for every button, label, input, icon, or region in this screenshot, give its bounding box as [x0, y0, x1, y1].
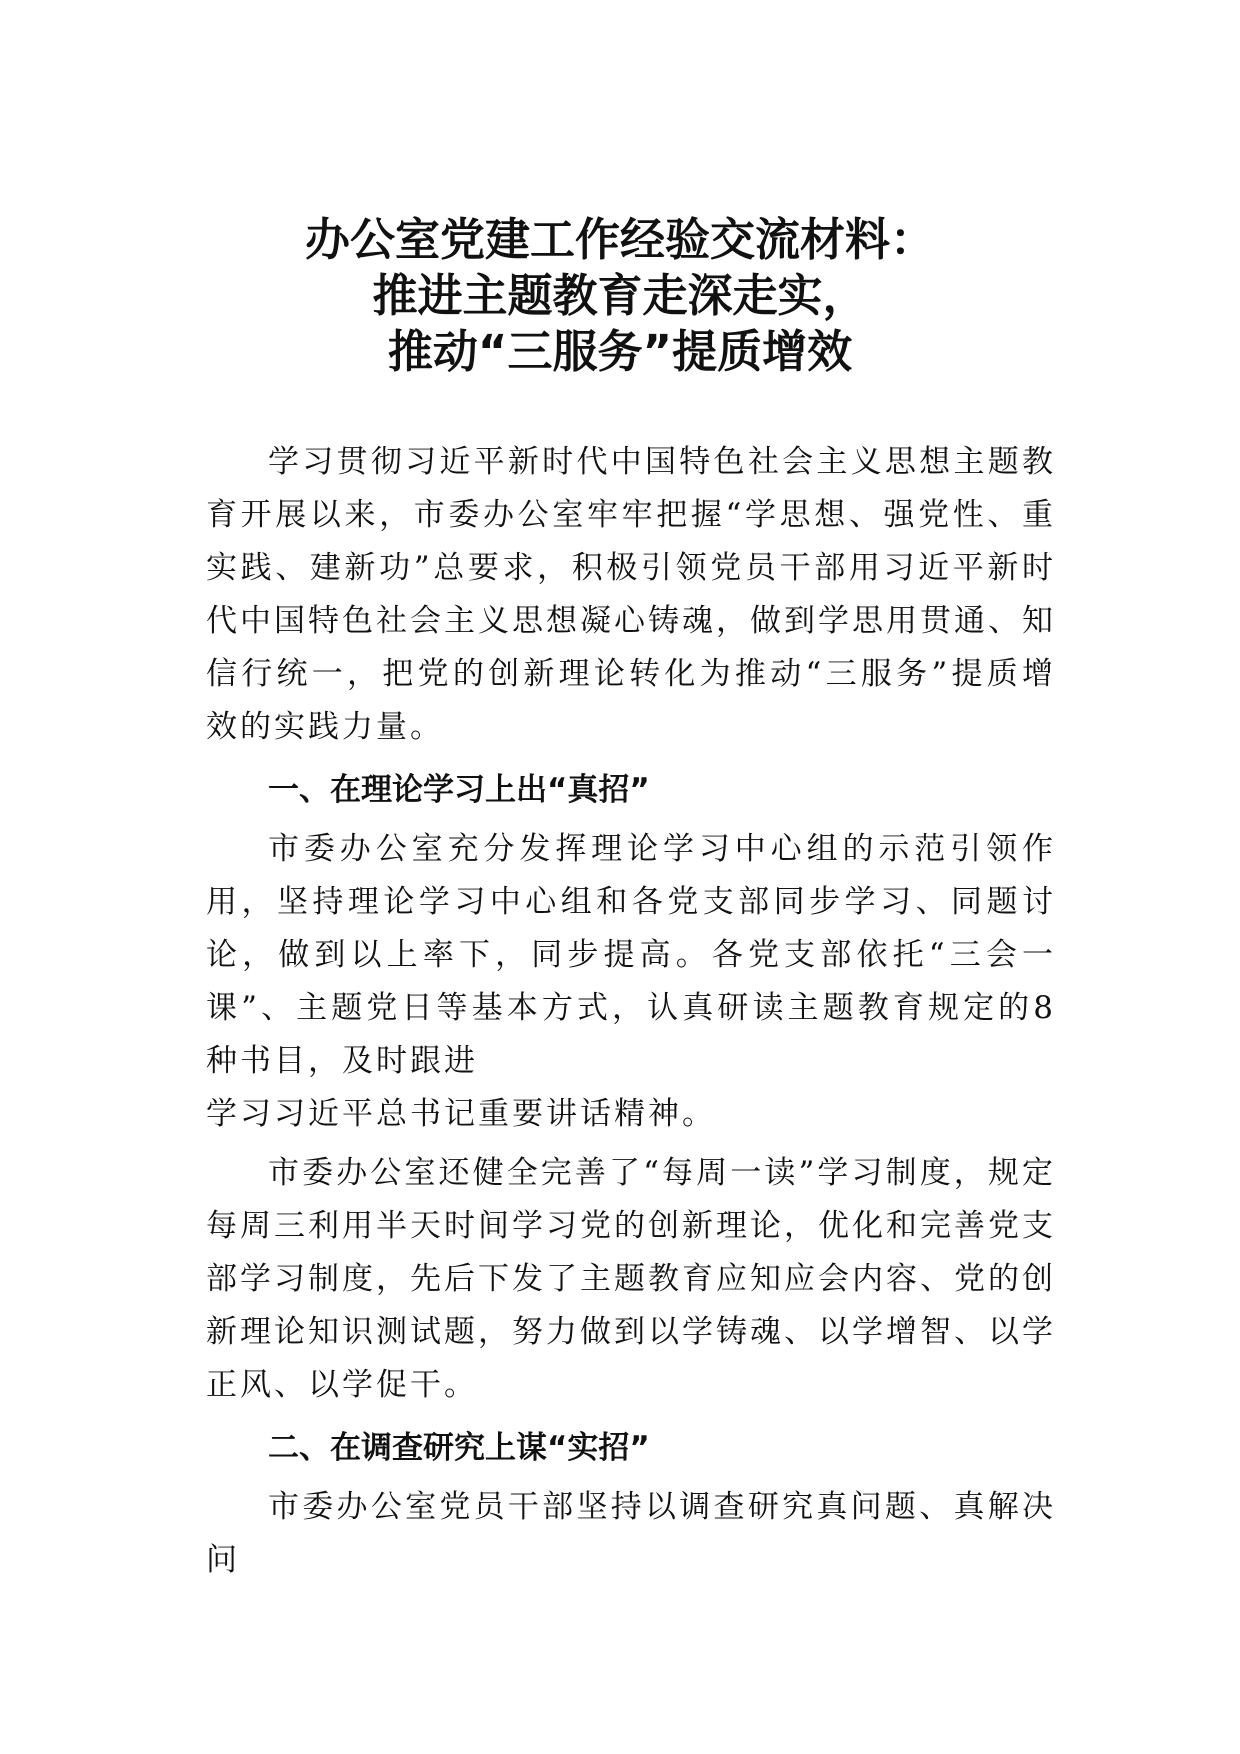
section-1-paragraph-1-tail: 学习习近平总书记重要讲话精神。 [206, 1096, 716, 1132]
section-2-paragraph-1: 市委办公室党员干部坚持以调查研究真问题、真解决问 [206, 1489, 1056, 1578]
section-1-paragraph-2: 市委办公室还健全完善了“每周一读”学习制度，规定每周三利用半天时间学习党的创新理论，优化和完善党支部学习制度，先后下发了主题教育应知应会内容、党的创新理论知识测试题，努力做到以学铸魂、以学增智、以学正风、以学促干。 [206, 1155, 1056, 1403]
title-line-2: 推进主题教育走深走实， [372, 269, 868, 322]
section-1-heading: 一、在理论学习上出“真招” [268, 772, 650, 808]
title-line-3: 推动“三服务”提质增效 [387, 325, 853, 378]
intro-paragraph: 学习贯彻习近平新时代中国特色社会主义思想主题教育开展以来，市委办公室牢牢把握“学思想、强党性、重实践、建新功”总要求，积极引领党员干部用习近平新时代中国特色社会主义思想凝心铸魂，做到学思用贯通、知信行统一，把党的创新理论转化为推动“三服务”提质增效的实践力量。 [206, 444, 1056, 745]
section-1-paragraph-1: 市委办公室充分发挥理论学习中心组的示范引领作用，坚持理论学习中心组和各党支部同步学习、同题讨论，做到以上率下，同步提高。各党支部依托“三会一课”、主题党日等基本方式，认真研读主题教育规定的8种书目，及时跟进 [206, 831, 1056, 1079]
document-title [0, 212, 1240, 380]
document-body [206, 436, 1056, 1587]
title-line-1: 办公室党建工作经验交流材料： [304, 213, 935, 266]
section-2-heading: 二、在调查研究上谋“实招” [268, 1430, 650, 1466]
